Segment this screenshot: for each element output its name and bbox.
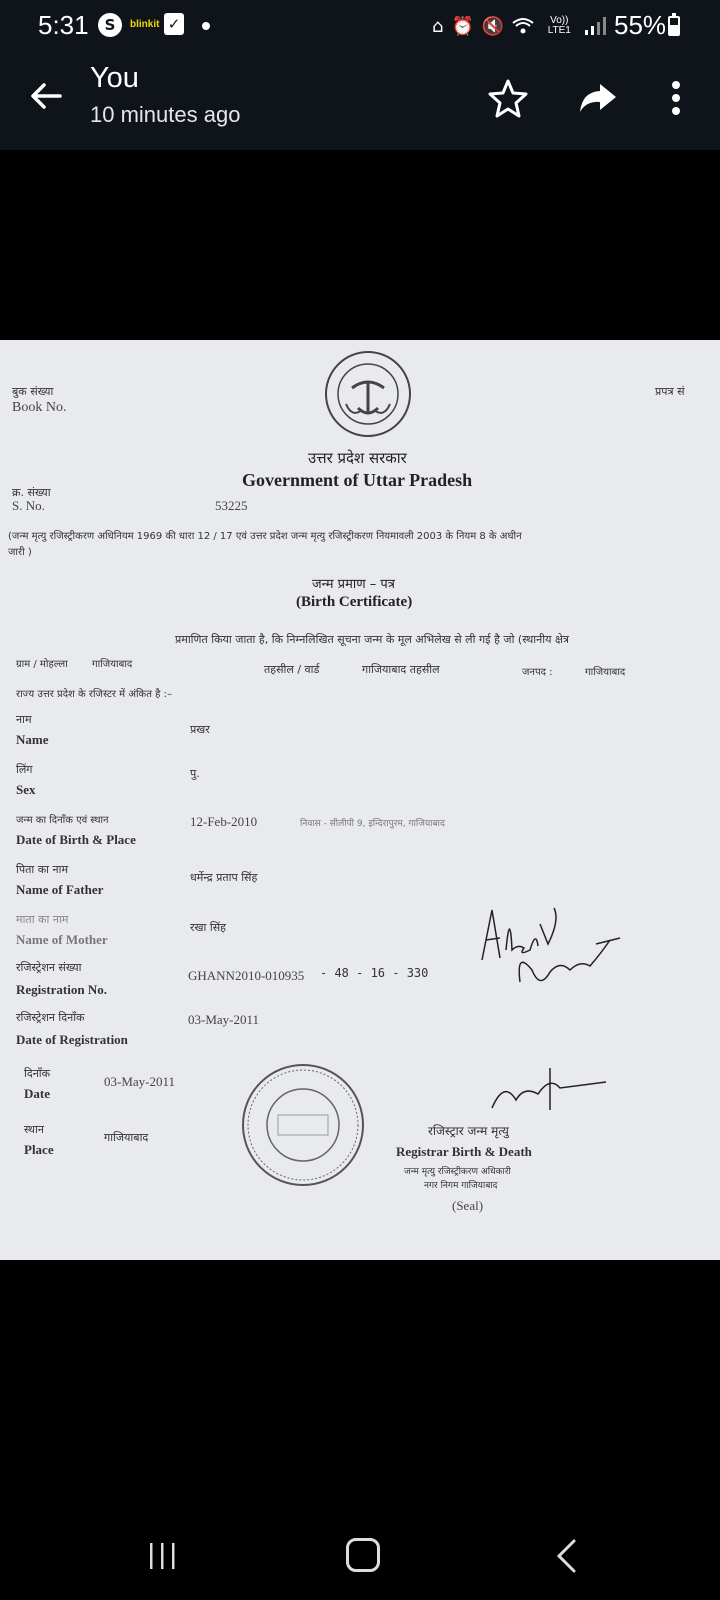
certificate-title-hi: जन्म प्रमाण – पत्र	[312, 577, 395, 592]
sno-label-hi: क्र. संख्या	[12, 486, 51, 499]
birth-certificate-image[interactable]	[0, 340, 720, 1260]
father-value: धर्मेन्द्र प्रताप सिंह	[190, 871, 258, 884]
status-icons	[432, 12, 606, 40]
back-arrow-icon[interactable]	[24, 74, 68, 118]
reg-no-label-hi: रजिस्ट्रेशन संख्या	[16, 961, 82, 974]
nav-back-icon[interactable]	[554, 1538, 578, 1574]
registrar-label-hi: रजिस्ट्रार जन्म मृत्यु	[428, 1124, 509, 1138]
recent-apps-icon[interactable]	[146, 1540, 180, 1572]
sim-lock-icon: ⌂	[432, 15, 444, 37]
up-govt-emblem-icon	[322, 348, 414, 440]
dob-value: 12-Feb-2010	[190, 814, 258, 829]
reg-date-value: 03-May-2011	[188, 1012, 260, 1027]
tehsil-label: तहसील / वार्ड	[264, 663, 320, 676]
mother-label-hi: माता का नाम	[16, 913, 69, 926]
tehsil-value: गाजियाबाद तहसील	[362, 663, 440, 676]
lte-indicator: Vo)) LTE1	[547, 15, 571, 36]
place-label: Place	[24, 1142, 54, 1157]
father-label: Name of Father	[16, 882, 104, 897]
book-no-label: Book No.	[12, 400, 67, 415]
share-icon[interactable]	[576, 76, 620, 120]
act-text-line2: जारी )	[8, 547, 32, 558]
signal-icon	[584, 16, 606, 36]
date-label-hi: दिनॉंक	[24, 1067, 51, 1080]
mute-icon: 🔇	[481, 15, 505, 37]
sex-value: पु.	[190, 767, 200, 780]
sent-time: 10 minutes ago	[90, 102, 241, 127]
certificate-title: (Birth Certificate)	[296, 594, 413, 610]
name-label-hi: नाम	[16, 713, 32, 726]
system-nav-bar	[0, 1500, 720, 1600]
name-label: Name	[16, 732, 49, 747]
official-seal-stamp	[238, 1060, 368, 1190]
govt-title: Government of Uttar Pradesh	[242, 470, 473, 490]
father-label-hi: पिता का नाम	[16, 863, 69, 876]
act-text-line1: (जन्म मृत्यु रजिस्ट्रीकरण अधिनियम 1969 की धारा 12 / 17 एवं उत्तर प्रदेश जन्म मृत्यु रजिस्ट्रीकरण नियमावली 2003 के नियम 8 के अधीन	[8, 531, 522, 542]
reg-no-label: Registration No.	[16, 982, 107, 997]
registrar-office-line2: नगर निगम गाजियाबाद	[424, 1181, 498, 1191]
village-value: गाजियाबाद	[92, 659, 133, 670]
app-notification-icon: S	[98, 13, 122, 37]
alarm-icon: ⏰	[451, 15, 474, 37]
more-vert-icon[interactable]	[656, 76, 696, 120]
place-label-hi: स्थान	[24, 1123, 45, 1136]
govt-title-hi: उत्तर प्रदेश सरकार	[308, 449, 407, 467]
sex-label-hi: लिंग	[16, 763, 33, 776]
reg-date-label: Date of Registration	[16, 1032, 128, 1047]
dob-label: Date of Birth & Place	[16, 832, 136, 847]
battery-percent: 55%	[614, 10, 667, 40]
district-value: गाजियाबाद	[585, 667, 626, 678]
reg-no-handwritten: - 48 - 16 - 330	[320, 966, 429, 980]
wifi-icon	[512, 17, 534, 35]
name-value: प्रखर	[190, 723, 210, 736]
reg-date-label-hi: रजिस्ट्रेशन दिनॉंक	[16, 1011, 85, 1024]
sex-label: Sex	[16, 782, 36, 797]
village-label: ग्राम / मोहल्ला	[16, 659, 68, 670]
sender-name: You	[90, 62, 139, 94]
checkbox-notification-icon: ✓	[164, 13, 184, 35]
reg-no-value: GHANN2010-010935	[188, 968, 305, 983]
state-text: राज्य उत्तर प्रदेश के रजिस्टर में अंकित है :–	[16, 689, 172, 700]
birth-place-value: निवास - सीलीपी 9, इन्दिरापुरम, गाजियाबाद	[300, 819, 445, 829]
status-time: 5:31	[38, 10, 89, 40]
form-no-label: प्रपत्र सं	[655, 385, 685, 398]
dob-label-hi: जन्म का दिनॉंक एवं स्थान	[16, 815, 109, 826]
sno-value: 53225	[215, 498, 248, 513]
book-no-label-hi: बुक संख्या	[12, 385, 54, 398]
sno-label: S. No.	[12, 498, 45, 513]
registrar-office-line1: जन्म मृत्यु रजिस्ट्रीकरण अधिकारी	[404, 1167, 511, 1177]
battery-icon	[668, 16, 680, 36]
certify-text: प्रमाणित किया जाता है, कि निम्नलिखित सूचना जन्म के मूल अभिलेख से ली गई है जो (स्थानीय क्षेत्र	[175, 633, 569, 646]
home-icon[interactable]	[346, 1538, 380, 1572]
district-label: जनपद :	[522, 667, 553, 678]
more-notifications-dot-icon	[202, 22, 210, 30]
blinkit-notification-icon: blinkit	[130, 19, 160, 30]
seal-label: (Seal)	[452, 1198, 484, 1213]
mother-label: Name of Mother	[16, 932, 108, 947]
date-value: 03-May-2011	[104, 1074, 176, 1089]
status-bar	[0, 0, 720, 52]
star-icon[interactable]	[486, 76, 530, 120]
place-value: गाजियाबाद	[104, 1131, 149, 1144]
date-label: Date	[24, 1086, 50, 1101]
registrar-label: Registrar Birth & Death	[396, 1144, 532, 1159]
mother-value: रखा सिंह	[190, 921, 226, 934]
app-bar	[0, 52, 720, 150]
